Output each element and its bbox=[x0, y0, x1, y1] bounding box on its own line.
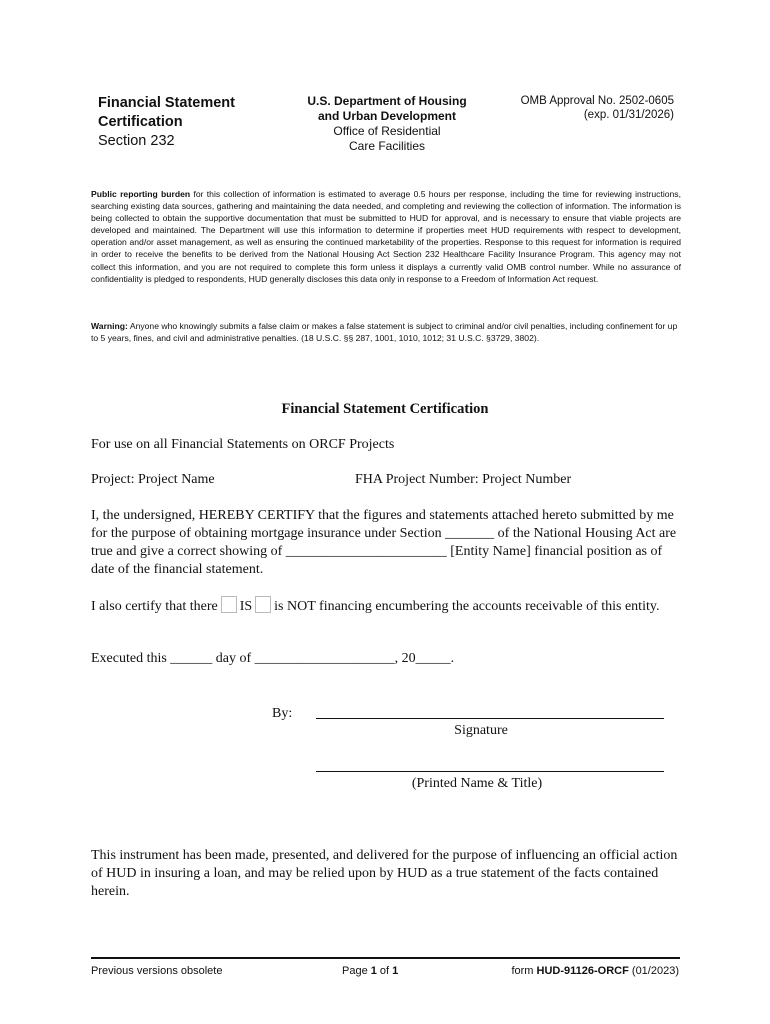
page-of: of bbox=[376, 965, 393, 977]
page-total: 1 bbox=[392, 965, 399, 977]
signature-line[interactable] bbox=[316, 718, 664, 719]
is-label: IS bbox=[239, 599, 253, 614]
by-label: By: bbox=[272, 706, 293, 721]
form-title-block bbox=[98, 94, 288, 151]
printed-name-label: (Printed Name & Title) bbox=[411, 776, 543, 791]
is-checkbox[interactable] bbox=[221, 596, 237, 613]
form-title: Financial Statement Certification bbox=[98, 95, 235, 130]
printed-name-line[interactable] bbox=[316, 771, 664, 772]
instrument-statement: This instrument has been made, presented, and delivered for the purpose of influencing an official action of HUD in insuring a loan, and may be relied upon by HUD as a true statement of the facts contained herein. bbox=[91, 848, 678, 899]
burden-label: Public reporting burden bbox=[91, 189, 191, 199]
warning-text: Anyone who knowingly submits a false claim or makes a false statement is subject to criminal and/or civil penalties, including confinement for up to 5 years, fines, and civil and administrative penalties. (18 U.S.C. §§ 287, 1001, 1010, 1012; 31 U.S.C. §3729, 3802). bbox=[91, 321, 678, 344]
executed-date-line[interactable]: Executed this ______ day of ____________________, 20_____. bbox=[91, 651, 455, 666]
footer-page-number bbox=[342, 965, 398, 977]
form-number: HUD-91126-ORCF bbox=[536, 965, 629, 977]
warning-label: Warning: bbox=[91, 321, 128, 331]
footer-rule bbox=[91, 957, 680, 959]
agency-block bbox=[290, 94, 484, 154]
form-prefix: form bbox=[511, 965, 537, 977]
financing-prefix: I also certify that there bbox=[91, 599, 218, 614]
is-not-label: is NOT bbox=[274, 599, 316, 614]
signature-label: Signature bbox=[454, 723, 508, 738]
agency-line-1: U.S. Department of Housing bbox=[307, 94, 467, 108]
fha-project-number[interactable]: FHA Project Number: Project Number bbox=[355, 472, 572, 487]
financing-suffix: financing encumbering the accounts receivable of this entity. bbox=[315, 599, 660, 614]
footer-form-id bbox=[511, 965, 679, 977]
burden-statement bbox=[91, 188, 681, 285]
omb-block bbox=[510, 94, 674, 122]
form-date: (01/2023) bbox=[628, 965, 679, 977]
project-name[interactable]: Project: Project Name bbox=[91, 472, 215, 487]
office-line-1: Office of Residential bbox=[333, 124, 441, 138]
office-line-2: Care Facilities bbox=[348, 139, 426, 153]
warning-statement bbox=[91, 320, 681, 344]
usage-note: For use on all Financial Statements on ORCF Projects bbox=[91, 437, 395, 452]
certify-paragraph: I, the undersigned, HEREBY CERTIFY that the figures and statements attached hereto submitted by me for the purpose of obtaining mortgage insurance under Section _______ of the National Housing Act are true and give a correct showing of _______________________ [Entity Name] financial position as of date of the financial statement. bbox=[91, 508, 677, 577]
page-prefix: Page bbox=[342, 965, 371, 977]
financing-statement bbox=[91, 596, 683, 616]
omb-expiration: (exp. 01/31/2026) bbox=[583, 109, 674, 121]
form-section: Section 232 bbox=[98, 133, 175, 149]
footer-obsolete-note: Previous versions obsolete bbox=[91, 965, 223, 977]
burden-text: for this collection of information is estimated to average 0.5 hours per response, including the time for reviewing instructions, searching existing data sources, gathering and maintaining the data needed, and completing and reviewing the collection of information. The information is being collected to obtain the supportive documentation that must be submitted to HUD for approval, and is necessary to ensure that viable projects are developed and maintained. The Department will use this information to determine if properties meet HUD requirements with respect to development, operation and/or asset management, as well as ensuring the continued marketability of the properties. Response to this request for information is required in order to receive the benefits to be derived from the National Housing Act Section 232 Healthcare Facility Insurance Program. This agency may not collect this information, and you are not required to complete this form unless it displays a currently valid OMB control number. While no assurance of confidentiality is pledged to respondents, HUD generally discloses this data only in response to a Freedom of Information Act request. bbox=[91, 189, 681, 284]
is-not-checkbox[interactable] bbox=[255, 596, 271, 613]
agency-line-2: and Urban Development bbox=[317, 109, 457, 123]
page-current: 1 bbox=[370, 965, 377, 977]
certification-title: Financial Statement Certification bbox=[281, 401, 489, 417]
omb-approval: OMB Approval No. 2502-0605 bbox=[520, 95, 674, 107]
